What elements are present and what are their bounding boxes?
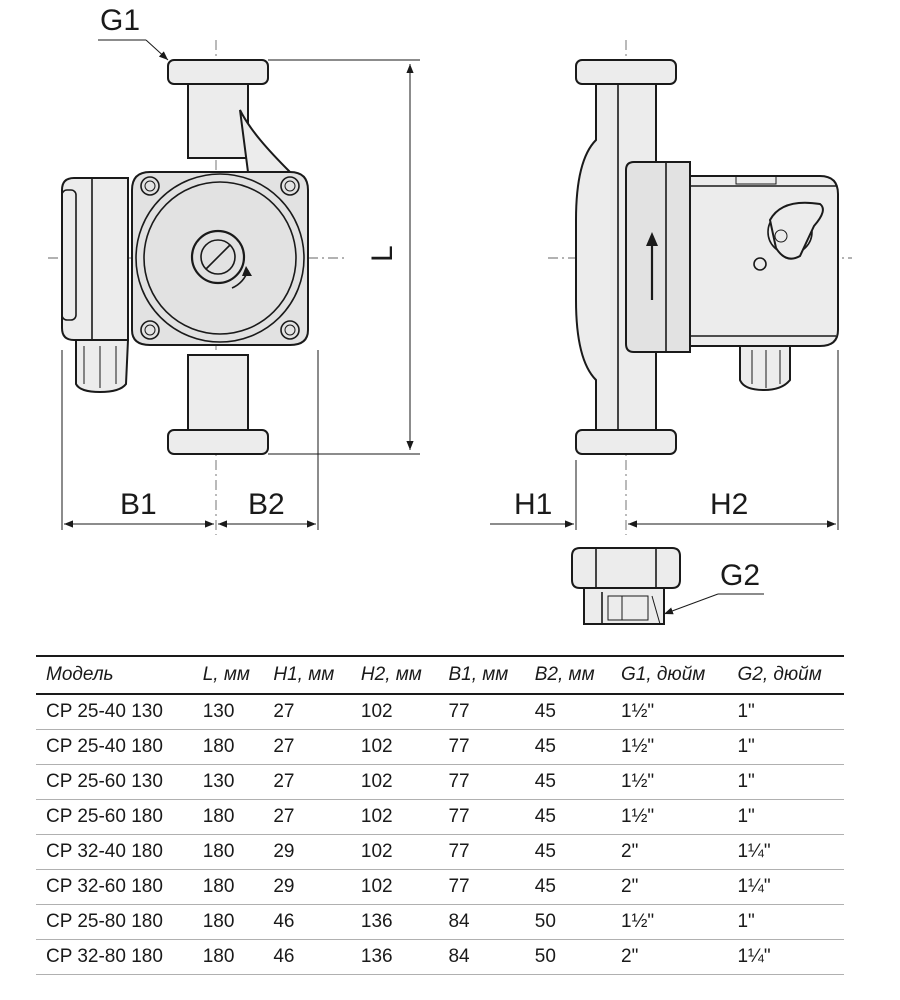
- cell-h1: 29: [263, 870, 351, 905]
- cell-b1: 77: [438, 765, 524, 800]
- cell-l: 130: [193, 765, 264, 800]
- cell-h1: 46: [263, 940, 351, 975]
- cell-h1: 27: [263, 765, 351, 800]
- cell-model: CP 25-60 180: [36, 800, 193, 835]
- cell-l: 180: [193, 800, 264, 835]
- cell-model: CP 32-60 180: [36, 870, 193, 905]
- l-label: L: [366, 245, 399, 262]
- cell-g2: 1": [727, 765, 844, 800]
- cell-l: 180: [193, 870, 264, 905]
- cell-h2: 136: [351, 940, 439, 975]
- table-row: [36, 800, 844, 835]
- cell-model: CP 32-80 180: [36, 940, 193, 975]
- cell-h1: 29: [263, 835, 351, 870]
- cell-b1: 77: [438, 835, 524, 870]
- h2-label: H2: [710, 488, 749, 521]
- cell-g2: 1": [727, 800, 844, 835]
- cell-h2: 102: [351, 800, 439, 835]
- b2-label: B2: [248, 488, 285, 521]
- cell-b2: 45: [525, 694, 611, 730]
- table-row: [36, 835, 844, 870]
- table-row: [36, 940, 844, 975]
- cell-g1: 1½": [611, 730, 727, 765]
- cell-h2: 136: [351, 905, 439, 940]
- cell-b1: 84: [438, 905, 524, 940]
- header-model: Модель: [36, 656, 193, 694]
- table-row: [36, 870, 844, 905]
- header-b2: B2, мм: [525, 656, 611, 694]
- cell-h2: 102: [351, 835, 439, 870]
- header-h2: H2, мм: [351, 656, 439, 694]
- cell-b2: 45: [525, 730, 611, 765]
- cell-g2: 1": [727, 694, 844, 730]
- union-nut: [572, 548, 680, 624]
- cell-b2: 45: [525, 870, 611, 905]
- cell-b1: 77: [438, 694, 524, 730]
- g2-label: G2: [720, 559, 761, 592]
- cell-l: 180: [193, 835, 264, 870]
- cell-g1: 2": [611, 835, 727, 870]
- cell-g1: 1½": [611, 905, 727, 940]
- cell-b1: 77: [438, 800, 524, 835]
- cell-model: CP 25-40 130: [36, 694, 193, 730]
- cell-b2: 50: [525, 940, 611, 975]
- cell-h1: 46: [263, 905, 351, 940]
- h1-label: H1: [514, 488, 553, 521]
- cell-b1: 77: [438, 870, 524, 905]
- header-h1: H1, мм: [263, 656, 351, 694]
- cell-h1: 27: [263, 730, 351, 765]
- table-row: [36, 694, 844, 730]
- cell-g2: 1": [727, 905, 844, 940]
- b1-label: B1: [120, 488, 157, 521]
- front-view: [48, 40, 345, 535]
- header-g2: G2, дюйм: [727, 656, 844, 694]
- cell-b1: 84: [438, 940, 524, 975]
- cell-g2: 1¼": [727, 835, 844, 870]
- cell-g1: 2": [611, 940, 727, 975]
- cell-h2: 102: [351, 765, 439, 800]
- cell-b2: 45: [525, 835, 611, 870]
- cell-l: 180: [193, 940, 264, 975]
- cell-g1: 2": [611, 870, 727, 905]
- cell-b2: 50: [525, 905, 611, 940]
- cell-l: 130: [193, 694, 264, 730]
- g1-label: G1: [100, 4, 141, 37]
- cell-l: 180: [193, 730, 264, 765]
- pump-housing: [132, 172, 308, 345]
- cell-model: CP 25-80 180: [36, 905, 193, 940]
- side-view: [548, 40, 852, 535]
- header-g1: G1, дюйм: [611, 656, 727, 694]
- cell-g1: 1½": [611, 694, 727, 730]
- cell-h2: 102: [351, 730, 439, 765]
- cell-h1: 27: [263, 694, 351, 730]
- cell-g1: 1½": [611, 800, 727, 835]
- cell-g2: 1¼": [727, 940, 844, 975]
- specifications-table: [36, 655, 844, 975]
- cell-g1: 1½": [611, 765, 727, 800]
- cell-model: CP 32-40 180: [36, 835, 193, 870]
- top-flange: [168, 60, 268, 84]
- cell-h1: 27: [263, 800, 351, 835]
- cell-l: 180: [193, 905, 264, 940]
- cell-b1: 77: [438, 730, 524, 765]
- cell-model: CP 25-60 130: [36, 765, 193, 800]
- table-row: [36, 730, 844, 765]
- cell-b2: 45: [525, 765, 611, 800]
- cell-model: CP 25-40 180: [36, 730, 193, 765]
- cell-h2: 102: [351, 870, 439, 905]
- cell-h2: 102: [351, 694, 439, 730]
- motor-body: [690, 176, 838, 346]
- bottom-flange: [168, 430, 268, 454]
- header-b1: B1, мм: [438, 656, 524, 694]
- header-l: L, мм: [193, 656, 264, 694]
- cell-g2: 1¼": [727, 870, 844, 905]
- terminal-box: [62, 178, 128, 340]
- table-row: [36, 905, 844, 940]
- table-row: [36, 765, 844, 800]
- cell-b2: 45: [525, 800, 611, 835]
- cell-g2: 1": [727, 730, 844, 765]
- table-header-row: [36, 656, 844, 694]
